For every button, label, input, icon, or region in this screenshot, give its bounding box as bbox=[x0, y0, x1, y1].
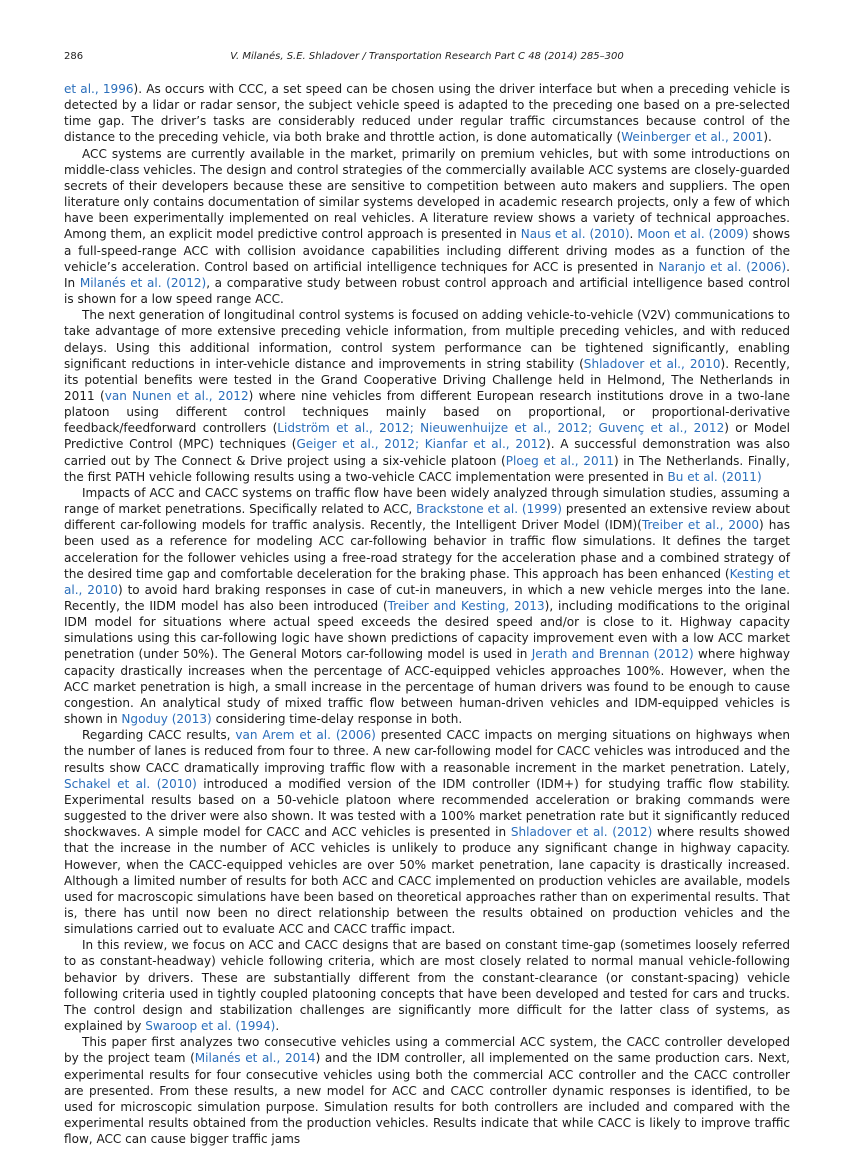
paragraph-text: introduced a modified version of the IDM controller (IDM+) for studying traffic flow stability. Experimental results based on a 50-vehicle platoon where recommended acceleration or braking commands were suggested to the driver were also shown. It was tested with a 100% market penetration rate but it significantly reduced shockwaves. A simple model for CACC and ACC vehicles is presented in bbox=[64, 776, 790, 840]
citation-link[interactable]: Treiber et al., 2000 bbox=[641, 518, 760, 533]
citation-link[interactable]: Brackstone et al. (1999) bbox=[416, 502, 562, 517]
paragraph-text: Impacts of ACC and CACC systems on traffic flow have been widely analyzed through simulation studies, assuming a range of market penetrations. Specifically related to ACC, bbox=[64, 485, 790, 517]
citation-link[interactable]: Treiber and Kesting, 2013 bbox=[387, 599, 545, 613]
paragraph bbox=[64, 81, 790, 146]
paragraph-text: ) to avoid hard braking responses in case of cut-in maneuvers, in which a new vehicle merges into the lane. Recently, the IIDM model has also been introduced ( bbox=[64, 582, 790, 613]
paragraph-text: where highway capacity drastically increases when the percentage of ACC-equipped vehicles approaches 100%. However, when the ACC market penetration is high, a small increase in the percentage of human drivers was found to be enough to cause congestion. An analytical study of mixed traffic flow between human-driven vehicles and IDM-equipped vehicles is shown in bbox=[64, 647, 790, 727]
paragraph bbox=[64, 485, 790, 727]
citation-link[interactable]: Geiger et al., 2012; Kianfar et al., 2012 bbox=[296, 437, 547, 452]
paragraph-text: ). A successful demonstration was also carried out by The Connect & Drive project using a six-vehicle platoon ( bbox=[64, 437, 790, 468]
paragraph bbox=[64, 1034, 790, 1147]
paragraph-text: where results showed that the increase in the number of ACC vehicles is unlikely to produce any significant change in highway capacity. However, when the CACC-equipped vehicles are over 50% market penetration, lane capacity is drastically increased. Although a limited number of results for both ACC and CACC implemented on production vehicles are available, models used for macroscopic simulations have been based on theoretical approaches rather than on experimental results. That is, there has until now been no direct relationship between the results obtained on production vehicles and the simulations carried out to evaluate ACC and CACC traffic impact. bbox=[64, 825, 791, 937]
page-number: 286 bbox=[64, 51, 84, 62]
citation-link[interactable]: Naus et al. (2010) bbox=[520, 227, 630, 242]
paragraph-text: In this review, we focus on ACC and CACC designs that are based on constant time-gap (sometimes loosely referred to as constant-headway) vehicle following criteria, which are most closely related to normal manual vehicle-following behavior by drivers. These are substantially different from the constant-clearance (or constant-spacing) vehicle following criteria used in tightly coupled platooning concepts that have been developed and tested for cars and trucks. The control design and stabilization challenges are significantly more difficult for the latter class of systems, as explained by bbox=[64, 938, 790, 1034]
paragraph-text: ). bbox=[763, 130, 772, 145]
page-header bbox=[64, 51, 790, 67]
citation-link[interactable]: Ploeg et al., 2011 bbox=[505, 453, 614, 468]
paragraph-text: presented CACC impacts on merging situations on highways when the number of lanes is reduced from four to three. A new car-following model for CACC vehicles was introduced and the results show CACC dramatically improving traffic flow with a reasonable increment in the market penetration. Lately, bbox=[64, 728, 790, 775]
paragraph bbox=[64, 727, 790, 937]
citation-link[interactable]: et al., 1996 bbox=[64, 82, 134, 96]
citation-link[interactable]: Swaroop et al. (1994) bbox=[145, 1019, 276, 1034]
citation-link[interactable]: Kesting et al., 2010 bbox=[64, 566, 790, 597]
citation-link[interactable]: Schakel et al. (2010) bbox=[64, 776, 197, 791]
running-title: V. Milanés, S.E. Shladover / Transportation Research Part C 48 (2014) 285–300 bbox=[230, 51, 624, 62]
paragraph bbox=[64, 937, 790, 1034]
paragraph-text: . bbox=[275, 1019, 280, 1034]
citation-link[interactable]: Lidström et al., 2012; Nieuwenhuijze et al., 2012; Guvenç et al., 2012 bbox=[277, 421, 725, 436]
citation-link[interactable]: Milanés et al., 2014 bbox=[194, 1051, 316, 1066]
paragraph-text: , a comparative study between robust control approach and artificial intelligence based control is shown for a low speed range ACC. bbox=[64, 275, 790, 307]
citation-link[interactable]: Shladover et al., 2010 bbox=[583, 356, 721, 371]
paragraph-text: ) or Model Predictive Control (MPC) techniques ( bbox=[64, 421, 790, 452]
paragraph-text: presented an extensive review about different car-following models for traffic analysis. Recently, the Intelligent Driver Model (IDM)( bbox=[64, 502, 791, 533]
article-body bbox=[64, 81, 790, 1147]
paragraph-text: ) in The Netherlands. Finally, the first PATH vehicle following results using a two-vehicle CACC implementation were presented in bbox=[64, 453, 790, 484]
paragraph-text: . In bbox=[64, 259, 790, 290]
paragraph-text: The next generation of longitudinal control systems is focused on adding vehicle-to-vehicle (V2V) communications to take advantage of more extensive preceding vehicle information, from multiple preceding vehicles, and with reduced delays. Using this additional information, control system performance can be tightened significantly, enabling significant reductions in inter-vehicle distance and improvements in string stability ( bbox=[64, 308, 790, 371]
citation-link[interactable]: van Nunen et al., 2012 bbox=[104, 388, 249, 403]
citation-link[interactable]: Jerath and Brennan (2012) bbox=[531, 647, 694, 662]
paragraph-text: ) where nine vehicles from different European research institutions drove in a two-lane platoon using different control techniques mainly based on proportional, or proportional-derivative feedback/feedforward controllers ( bbox=[64, 388, 790, 436]
paragraph-text: ) has been used as a reference for modeling ACC car-following behavior in traffic flow simulations. It defines the target acceleration for the follower vehicles using a free-road strategy for the acceleration phase and a combined strategy of the desired time gap and comfortable deceleration for the braking phase. This approach has been enhanced ( bbox=[64, 518, 790, 581]
citation-link[interactable]: Ngoduy (2013) bbox=[121, 712, 212, 727]
citation-link[interactable]: Naranjo et al. (2006) bbox=[658, 259, 787, 274]
citation-link[interactable]: Milanés et al. (2012) bbox=[79, 275, 207, 290]
citation-link[interactable]: Bu et al. (2011) bbox=[667, 469, 762, 484]
citation-link[interactable]: Moon et al. (2009) bbox=[637, 227, 749, 242]
paragraph bbox=[64, 146, 790, 308]
paragraph-text: ). As occurs with CCC, a set speed can be chosen using the driver interface but when a preceding vehicle is detected by a lidar or radar sensor, the subject vehicle speed is adapted to the preceding one based on a pre-selected time gap. The driver’s tasks are considerably reduced under regular traffic circumstances because control of the distance to the preceding vehicle, via both brake and throttle action, is done automatically ( bbox=[64, 82, 790, 145]
paragraph-text: ) and the IDM controller, all implemented on the same production cars. Next, experimental results for four consecutive vehicles using both the commercial ACC controller and the CACC controller are presented. From these results, a new model for ACC and CACC controller dynamic responses is identified, to be used for microscopic simulation purpose. Simulation results for both controllers are included and compared with the experimental results obtained from the production vehicles. Results indicate that while CACC is likely to improve traffic flow, ACC can cause bigger traffic jams bbox=[64, 1051, 790, 1147]
paragraph-text: shows a full-speed-range ACC with collision avoidance capabilities including different driving modes as a function of the vehicle’s acceleration. Control based on artificial intelligence techniques for ACC is presented in bbox=[64, 227, 790, 274]
paragraph-text: considering time-delay response in both. bbox=[211, 712, 463, 727]
paragraph-text: . bbox=[629, 227, 638, 242]
citation-link[interactable]: van Arem et al. (2006) bbox=[235, 728, 376, 743]
paragraph-text: Regarding CACC results, bbox=[82, 728, 236, 743]
paragraph-text: ). Recently, its potential benefits were tested in the Grand Cooperative Driving Challenge held in Helmond, The Netherlands in 2011 ( bbox=[64, 356, 790, 403]
paragraph-text: ACC systems are currently available in the market, primarily on premium vehicles, but with some introductions on middle-class vehicles. The design and control strategies of the commercially available ACC systems are closely-guarded secrets of their developers because these are sensitive to competition between auto makers and suppliers. The open literature only contains documentation of similar systems developed in academic research projects, only a few of which have been experimentally implemented on real vehicles. A literature review shows a variety of technical approaches. Among them, an explicit model predictive control approach is presented in bbox=[64, 146, 790, 242]
paragraph-text: ), including modifications to the original IDM model for situations where actual speed exceeds the desired speed and/or is close to it. Highway capacity simulations using this car-following logic have shown predictions of capacity improvement even with a low ACC market penetration (under 50%). The General Motors car-following model is used in bbox=[64, 599, 791, 662]
paragraph bbox=[64, 307, 790, 485]
paragraph-text: This paper first analyzes two consecutive vehicles using a commercial ACC system, the CACC controller developed by the project team ( bbox=[64, 1035, 790, 1066]
citation-link[interactable]: Weinberger et al., 2001 bbox=[621, 130, 764, 145]
citation-link[interactable]: Shladover et al. (2012) bbox=[510, 825, 653, 840]
